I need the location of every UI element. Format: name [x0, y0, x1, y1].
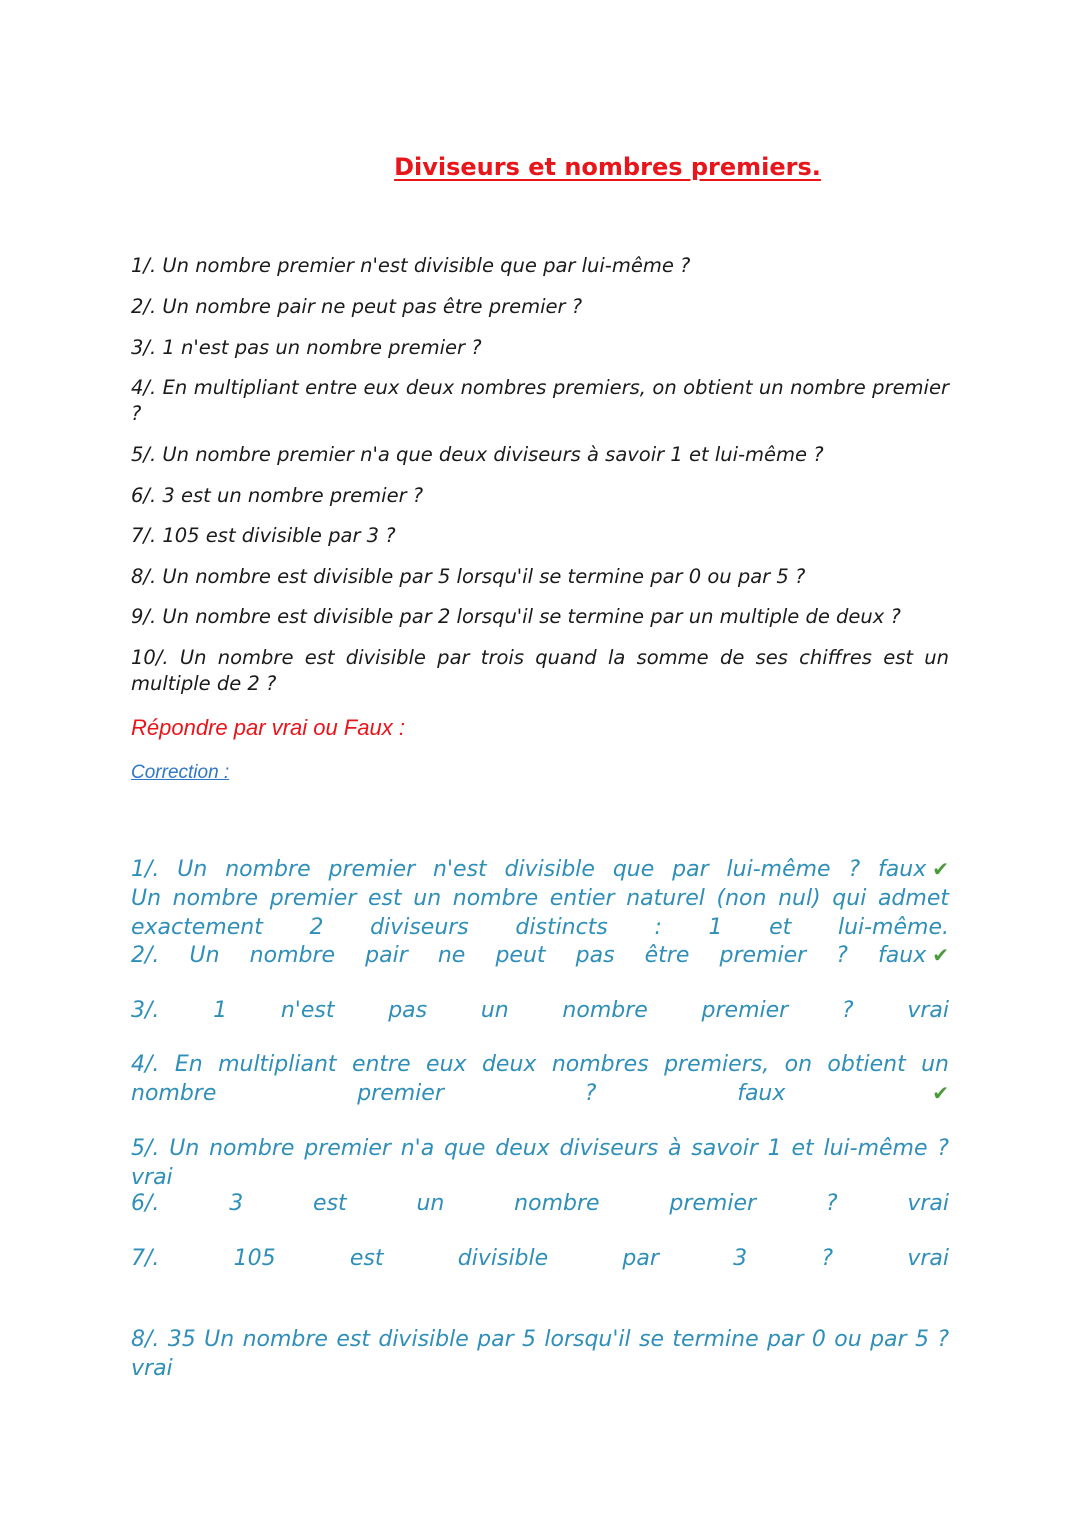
question-4: 4/. En multipliant entre eux deux nombres premiers, on obtient un nombre premier ? — [131, 376, 949, 425]
instruction: Répondre par vrai ou Faux : — [131, 715, 405, 740]
answer-1-explanation: Un nombre premier est un nombre entier naturel (non nul) qui admet exactement 2 diviseurs distincts : 1 et lui-même. — [131, 886, 949, 940]
answer-1 — [131, 855, 949, 884]
answer-6: 6/. 3 est un nombre premier ? vrai — [131, 1191, 949, 1216]
answer-2-text: 2/. Un nombre pair ne peut pas être premier ? faux — [131, 943, 927, 968]
check-icon: ✔ — [932, 1081, 949, 1105]
question-10: 10/. Un nombre est divisible par trois quand la somme de ses chiffres est un multiple de 2 ? — [131, 646, 949, 695]
correction-heading: Correction : — [131, 762, 230, 783]
answer-4-text: 4/. En multipliant entre eux deux nombres premiers, on obtient un nombre premier ? faux — [131, 1052, 949, 1106]
question-8: 8/. Un nombre est divisible par 5 lorsqu'il se termine par 0 ou par 5 ? — [131, 565, 806, 588]
answer-8: 8/. 35 Un nombre est divisible par 5 lorsqu'il se termine par 0 ou par 5 ? vrai — [131, 1327, 949, 1381]
answer-1-text: 1/. Un nombre premier n'est divisible que par lui-même ? faux — [131, 857, 927, 882]
check-icon: ✔ — [932, 857, 949, 881]
page-title: Diviseurs et nombres premiers. — [394, 153, 821, 181]
question-5: 5/. Un nombre premier n'a que deux diviseurs à savoir 1 et lui-même ? — [131, 443, 824, 466]
answer-7: 7/. 105 est divisible par 3 ? vrai — [131, 1246, 949, 1271]
question-3: 3/. 1 n'est pas un nombre premier ? — [131, 336, 482, 359]
question-2: 2/. Un nombre pair ne peut pas être premier ? — [131, 295, 583, 318]
answer-5: 5/. Un nombre premier n'a que deux diviseurs à savoir 1 et lui-même ? vrai — [131, 1136, 949, 1190]
answer-4 — [131, 1050, 949, 1108]
question-9: 9/. Un nombre est divisible par 2 lorsqu'il se termine par un multiple de deux ? — [131, 605, 901, 628]
question-1: 1/. Un nombre premier n'est divisible que par lui-même ? — [131, 254, 691, 277]
check-icon: ✔ — [932, 943, 949, 967]
answer-3: 3/. 1 n'est pas un nombre premier ? vrai — [131, 998, 949, 1023]
question-7: 7/. 105 est divisible par 3 ? — [131, 524, 396, 547]
question-6: 6/. 3 est un nombre premier ? — [131, 484, 424, 507]
answer-2 — [131, 941, 949, 970]
